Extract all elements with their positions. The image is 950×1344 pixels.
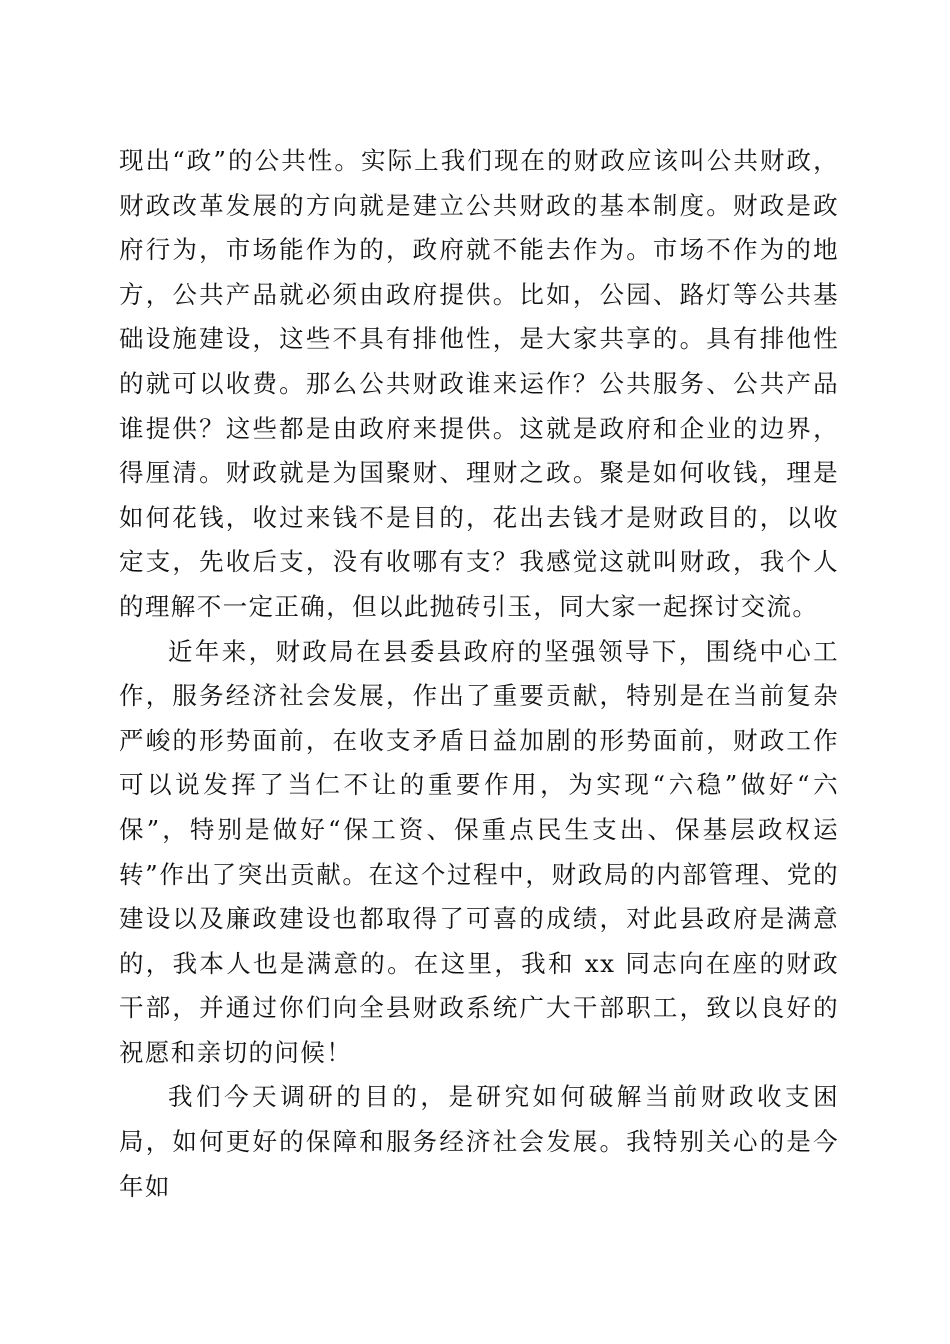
document-body [119, 139, 839, 1209]
paragraph-research-purpose: 我们今天调研的目的，是研究如何破解当前财政收支困局，如何更好的保障和服务经济社会发展。我特别关心的是今年如 [119, 1082, 839, 1201]
paragraph-recent-achievements: 近年来，财政局在县委县政府的坚强领导下，围绕中心工作，服务经济社会发展，作出了重要贡献，特别是在当前复杂严峻的形势面前，在收支矛盾日益加剧的形势面前，财政工作可以说发挥了当仁不让的重要作用，为实现“六稳”做好“六保”，特别是做好“保工资、保重点民生支出、保基层政权运转”作出了突出贡献。在这个过程中，财政局的内部管理、党的建设以及廉政建设也都取得了可喜的成绩，对此县政府是满意的，我本人也是满意的。在这里，我和 xx 同志向在座的财政干部，并通过你们向全县财政系统广大干部职工，致以良好的祝愿和亲切的问候！ [119, 636, 839, 1067]
paragraph-fiscal-definition: 现出“政”的公共性。实际上我们现在的财政应该叫公共财政，财政改革发展的方向就是建立公共财政的基本制度。财政是政府行为，市场能作为的，政府就不能去作为。市场不作为的地方，公共产品就必须由政府提供。比如，公园、路灯等公共基础设施建设，这些不具有排他性，是大家共享的。具有排他性的就可以收费。那么公共财政谁来运作？公共服务、公共产品谁提供？这些都是由政府来提供。这就是政府和企业的边界，得厘清。财政就是为国聚财、理财之政。聚是如何收钱，理是如何花钱，收过来钱不是目的，花出去钱才是财政目的，以收定支，先收后支，没有收哪有支？我感觉这就叫财政，我个人的理解不一定正确，但以此抛砖引玉，同大家一起探讨交流。 [119, 146, 839, 621]
